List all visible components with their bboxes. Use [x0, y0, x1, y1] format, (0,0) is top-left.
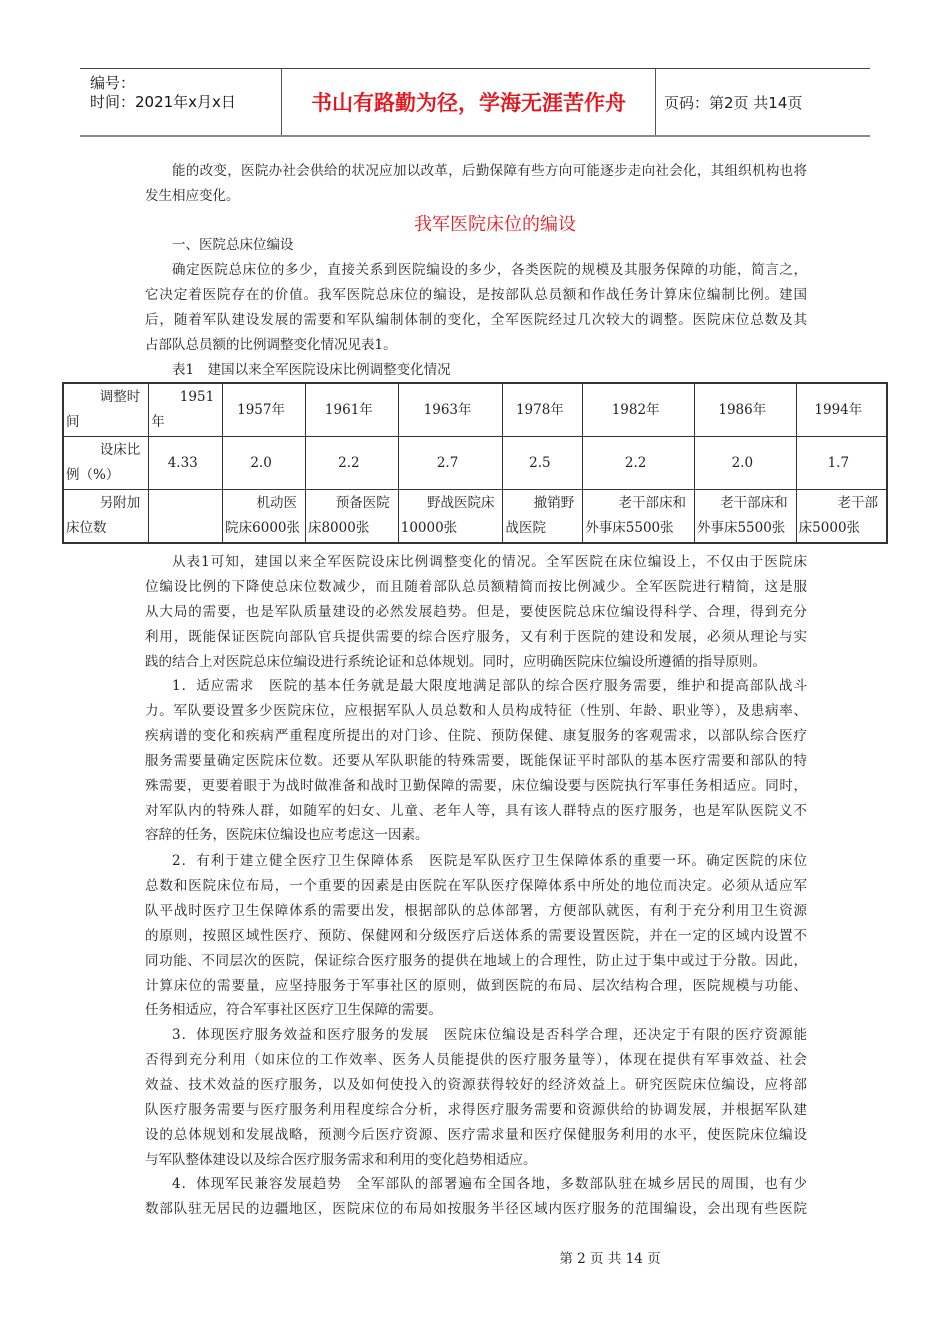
table-cell — [796, 437, 887, 490]
cell-text: 年 — [151, 414, 165, 430]
text-line: 容辞的任务，医院床位编设也应考虑这一因素。 — [145, 827, 429, 844]
cell-text: 1982年 — [611, 401, 660, 418]
cell-text: 调整时 — [99, 389, 141, 405]
cell-text: 1951 — [179, 389, 215, 405]
table-cell — [694, 383, 796, 437]
header-motto: 书山有路勤为径，学海无涯苦作舟 — [281, 69, 656, 135]
cell-text: 床位数 — [66, 520, 107, 536]
text-line: 4．体现军民兼容发展趋势 全军部队的部署遍布全国各地，多数部队驻在城乡居民的周围，也有少 — [172, 1176, 807, 1192]
table-cell — [694, 490, 796, 544]
text-line: 效益、技术效益的医疗服务，以及如何使投入的资源获得较好的经济效益上。研究医院床位编设，应将部 — [145, 1076, 807, 1093]
page-footer: 第 2 页 共 14 页 — [559, 1251, 661, 1267]
page-header — [80, 68, 870, 137]
cell-text: 野战医院床 — [426, 495, 495, 511]
cell-text: 老干部床和 — [720, 495, 788, 511]
table-cell — [503, 490, 583, 544]
table-cell — [223, 490, 306, 544]
cell-text: 战医院 — [505, 520, 546, 536]
text-line: 1．适应需求 医院的基本任务就是最大限度地满足部队的综合医疗服务需要，维护和提高部队战斗 — [172, 678, 807, 694]
table-cell — [223, 437, 306, 490]
cell-text: 2.2 — [624, 454, 647, 471]
table-cell — [223, 383, 306, 437]
cell-text: 外事床5500张 — [585, 520, 674, 536]
table-cell — [305, 383, 398, 437]
cell-text: 2.2 — [338, 454, 360, 471]
text-line: 从表1可知，建国以来全军医院设床比例调整变化的情况。全军医院在床位编设上，不仅由于医院床 — [172, 554, 807, 570]
row-header-cell — [63, 437, 149, 490]
text-line: 计算床位的需要量，应坚持服务于军事社区的原则，做到医院的布局、层次结构合理，医院规模与功能、 — [145, 977, 807, 994]
text-line: 践的结合上对医院总床位编设进行系统论证和总体规划。同时，应明确医院床位编设所遵循的指导原则。 — [145, 653, 766, 670]
text-line: 同功能、不同层次的医院，保证综合医疗服务的提供在地域上的合理性，防止过于集中或过于分散。因此， — [145, 952, 807, 969]
table-cell — [305, 490, 398, 544]
cell-text: 例（%） — [66, 467, 120, 483]
text-line: 3．体现医疗服务效益和医疗服务的发展 医院床位编设是否科学合理，还决定于有限的医疗资源能 — [172, 1027, 807, 1043]
text-line: 占部队总员额的比例调整变化情况见表1。 — [145, 336, 397, 353]
text-line: 设的总体规划和发展战略，预测今后医疗资源、医疗需求量和医疗保健服务利用的水平，使医院床位编设 — [145, 1126, 807, 1143]
table-cell — [149, 490, 223, 544]
cell-text: 老干部床和 — [618, 495, 686, 511]
cell-text: 外事床5500张 — [696, 520, 786, 536]
text-line: 对军队内的特殊人群，如随军的妇女、儿童、老年人等，具有该人群特点的医疗服务，也是军队医院义不 — [145, 802, 807, 819]
text-line: 疾病谱的变化和疾病严重程度所提出的对门诊、住院、预防保健、康复服务的客观需求，以部队综合医疗 — [145, 727, 807, 744]
text-line: 殊需要，更要着眼于为战时做准备和战时卫勤保障的需要，床位编设要与医院执行军事任务相适应。同时， — [145, 777, 807, 794]
cell-text: 另附加 — [99, 495, 141, 511]
header-meta — [80, 69, 280, 135]
section-title: 我军医院床位的编设 — [414, 214, 576, 235]
text-line: 位编设比例的下降使总床位数减少，而且随着部队总员额精简而按比例减少。全军医院进行精简，这是服 — [145, 578, 807, 595]
table-row — [63, 383, 887, 437]
text-line: 否得到充分利用（如床位的工作效率、医务人员能提供的医疗服务量等），体现在提供有军事效益、社会 — [145, 1051, 807, 1068]
cell-text: 1963年 — [423, 401, 472, 418]
cell-text: 设床比 — [99, 442, 141, 458]
document-number: 编号： — [90, 74, 136, 92]
text-line: 发生相应变化。 — [145, 187, 240, 204]
table-row — [63, 437, 887, 490]
text-line: 数部队驻无居民的边疆地区，医院床位的布局如按服务半径区域内医疗服务的范围编设，会出现有些医院 — [145, 1200, 807, 1217]
cell-text: 1.7 — [827, 454, 850, 471]
text-line: 的原则，按照区域性医疗、预防、保健网和分级医疗后送体系的需要设置医院，并在一定的区域内设置不 — [145, 927, 807, 944]
table-cell — [305, 437, 398, 490]
table-cell — [503, 383, 583, 437]
cell-text: 2.0 — [731, 454, 754, 471]
text-line: 确定医院总床位的多少，直接关系到医院编设的多少，各类医院的规模及其服务保障的功能，简言之， — [172, 262, 807, 278]
cell-text: 预备医院 — [335, 495, 390, 511]
text-line: 从大局的需要，也是军队质量建设的必然发展趋势。但是，要使医院总床位编设得科学、合理，得到充分 — [145, 603, 807, 620]
cell-text: 1986年 — [718, 401, 767, 418]
table-cell — [583, 383, 695, 437]
table-cell — [398, 490, 503, 544]
table-cell — [398, 383, 503, 437]
cell-text: 1994年 — [814, 401, 863, 418]
text-line: 它决定着医院存在的价值。我军医院总床位的编设，是按部队总员额和作战任务计算床位编制比例。建国 — [145, 286, 807, 303]
table-cell — [583, 437, 695, 490]
table-row — [63, 490, 887, 544]
header-page-number: 页码：第2页 共14页 — [664, 93, 803, 112]
cell-text: 1978年 — [515, 401, 564, 418]
text-line: 队医疗服务需要与医疗服务利用程度综合分析，求得医疗服务需要和资源供给的协调发展，并根据军队建 — [145, 1101, 807, 1118]
cell-text: 1961年 — [324, 401, 373, 418]
text-line: 2．有利于建立健全医疗卫生保障体系 医院是军队医疗卫生保障体系的重要一环。确定医院的床位 — [172, 853, 807, 869]
cell-text: 2.7 — [436, 454, 459, 471]
table-cell — [503, 437, 583, 490]
bed-ratio-table — [62, 382, 888, 544]
cell-text: 院床6000张 — [225, 520, 301, 536]
text-line: 任务相适应，符合军事社区医疗卫生保障的需要。 — [145, 1002, 442, 1019]
table-cell — [583, 490, 695, 544]
text-line: 能的改变，医院办社会供给的状况应加以改革，后勤保障有些方向可能逐步走向社会化，其组织机构也将 — [172, 163, 807, 179]
cell-text: 床8000张 — [307, 520, 370, 536]
text-line: 利用，既能保证医院向部队官兵提供需要的综合医疗服务，又有利于医院的建设和发展，必须从理论与实 — [145, 628, 807, 645]
table-cell — [149, 383, 223, 437]
text-line: 表1 建国以来全军医院设床比例调整变化情况 — [172, 362, 451, 378]
cell-text: 撤销野 — [533, 495, 575, 511]
text-line: 后，随着军队建设发展的需要和军队编制体制的变化，全军医院经过几次较大的调整。医院床位总数及其 — [145, 311, 807, 328]
cell-text: 老干部 — [837, 495, 878, 511]
row-header-cell — [63, 383, 149, 437]
cell-text: 4.33 — [167, 454, 198, 471]
text-line: 一、医院总床位编设 — [172, 237, 294, 253]
row-header-cell — [63, 490, 149, 544]
cell-text: 1957年 — [237, 401, 285, 418]
table-cell — [149, 437, 223, 490]
text-line: 队平战时医疗卫生保障体系的需要出发，根据部队的总体部署，方便部队就医，有利于充分利用卫生资源 — [145, 902, 807, 919]
cell-text: 间 — [66, 414, 80, 430]
text-line: 与军队整体建设以及综合医疗服务需求和利用的变化趋势相适应。 — [145, 1151, 537, 1168]
table-cell — [796, 383, 887, 437]
cell-text: 10000张 — [400, 520, 458, 536]
table-cell — [398, 437, 503, 490]
table-cell — [694, 437, 796, 490]
cell-text: 2.0 — [250, 454, 272, 471]
text-line: 力。军队要设置多少医院床位，应根据军队人员总数和人员构成特征（性别、年龄、职业等），及患病率、 — [145, 702, 807, 719]
table-cell — [796, 490, 887, 544]
text-line: 总数和医院床位布局，一个重要的因素是由医院在军队医疗保障体系中所处的地位而决定。必须从适应军 — [145, 877, 807, 894]
cell-text: 机动医 — [256, 495, 297, 511]
text-line: 服务需要量确定医院床位数。还要从军队职能的特殊需要，既能保证平时部队的基本医疗需要和部队的特 — [145, 752, 807, 769]
document-time: 时间：2021年x月x日 — [90, 93, 236, 111]
cell-text: 床5000张 — [798, 520, 861, 536]
cell-text: 2.5 — [529, 454, 551, 471]
